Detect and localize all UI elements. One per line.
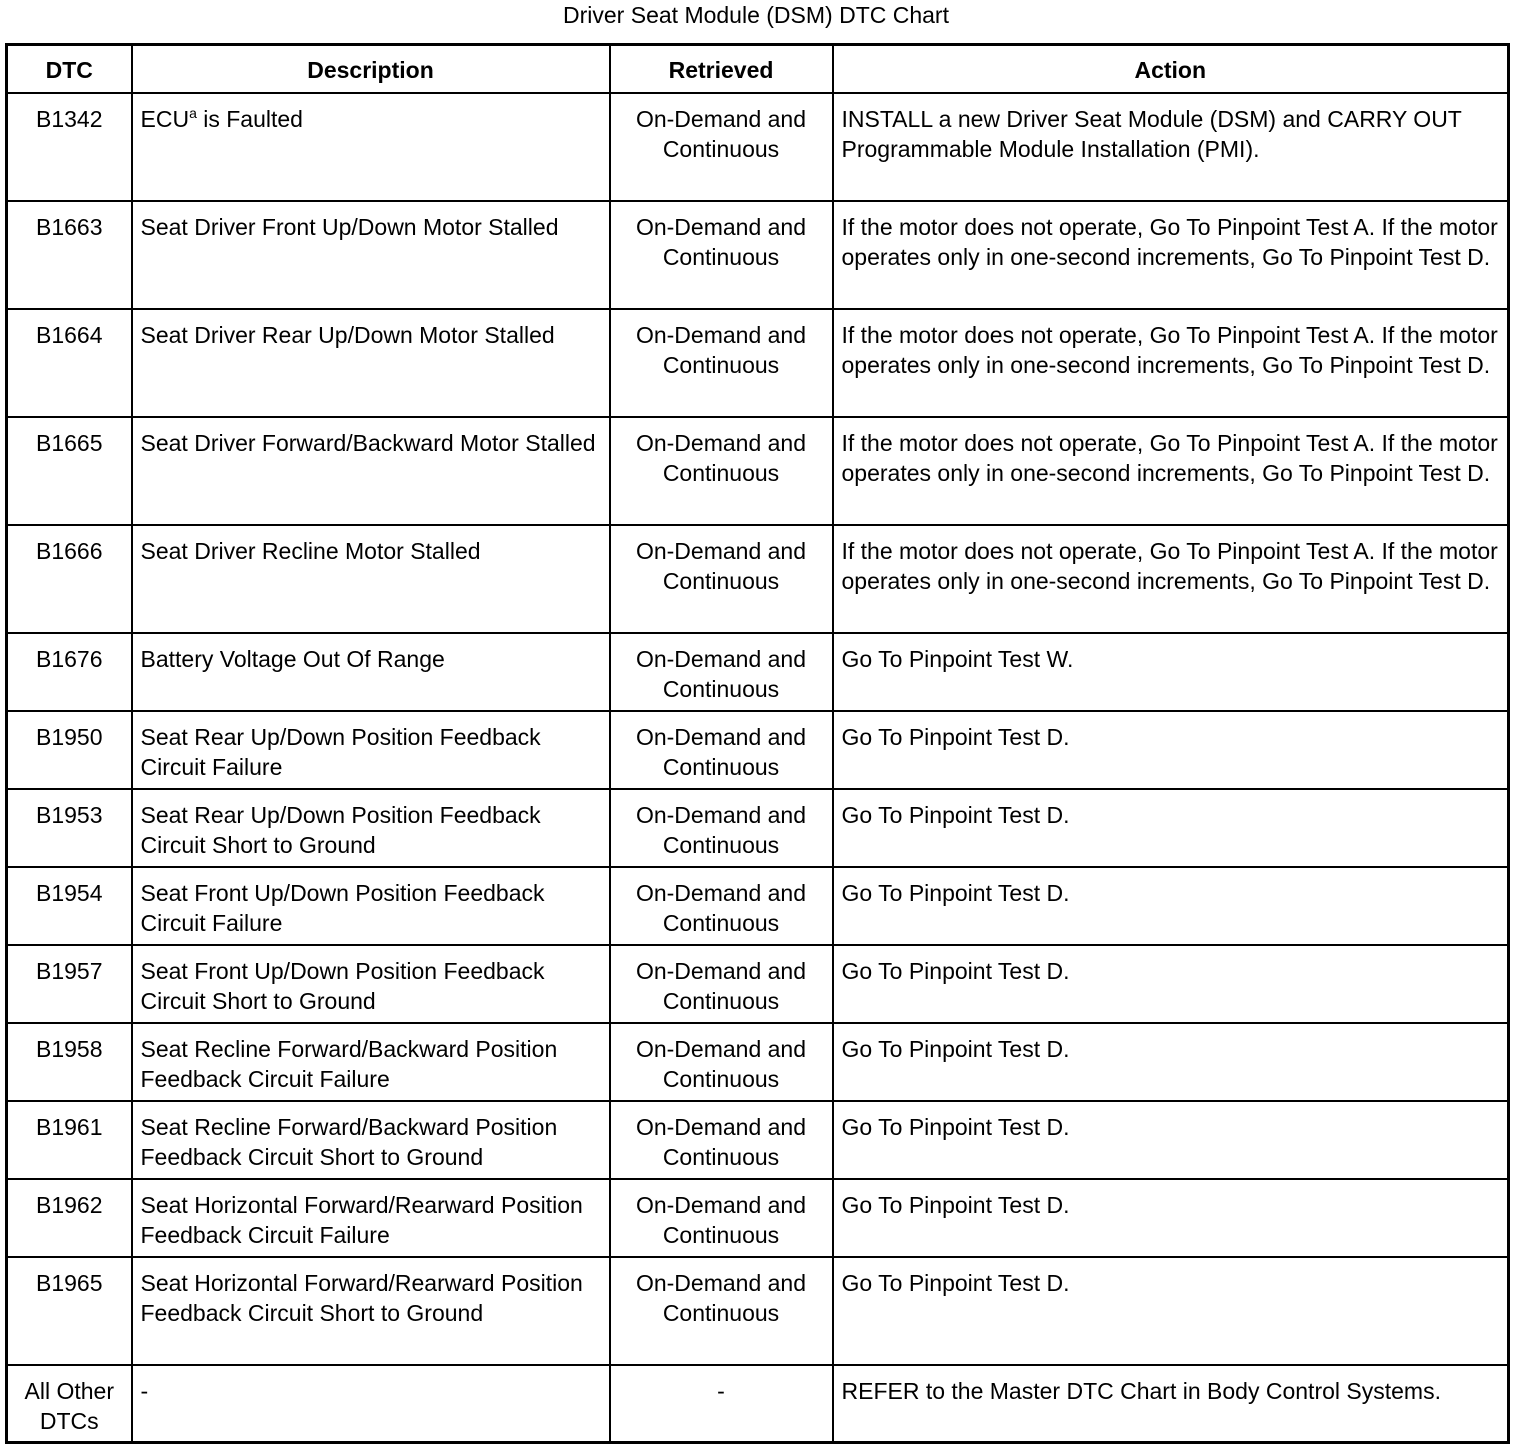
description-text-tail: is Faulted — [196, 105, 303, 132]
table-row — [7, 1257, 1509, 1365]
description-text: ECU — [140, 105, 190, 132]
dtc-action: Go To Pinpoint Test D. — [833, 711, 1509, 789]
dtc-code: B1958 — [7, 1023, 132, 1101]
dtc-description: Seat Front Up/Down Position Feedback Circuit Failure — [132, 867, 610, 945]
retrieved-mode: On-Demand and Continuous — [610, 1257, 833, 1365]
header-action: Action — [833, 45, 1509, 93]
retrieved-mode: On-Demand and Continuous — [610, 1023, 833, 1101]
dtc-description: Seat Rear Up/Down Position Feedback Circuit Short to Ground — [132, 789, 610, 867]
dtc-code: B1342 — [7, 93, 132, 201]
retrieved-mode: On-Demand and Continuous — [610, 945, 833, 1023]
table-row — [7, 525, 1509, 633]
footnote-marker: a — [189, 104, 197, 121]
table-row — [7, 1365, 1509, 1443]
dtc-action: Go To Pinpoint Test D. — [833, 945, 1509, 1023]
header-row — [7, 45, 1509, 93]
table-row — [7, 1101, 1509, 1179]
dtc-code: B1957 — [7, 945, 132, 1023]
dtc-description: Seat Front Up/Down Position Feedback Circuit Short to Ground — [132, 945, 610, 1023]
dtc-description: Seat Driver Forward/Backward Motor Stalled — [132, 417, 610, 525]
dtc-action: Go To Pinpoint Test D. — [833, 1023, 1509, 1101]
dtc-code: B1965 — [7, 1257, 132, 1365]
dtc-action: If the motor does not operate, Go To Pinpoint Test A. If the motor operates only in one-second increments, Go To Pinpoint Test D. — [833, 525, 1509, 633]
retrieved-mode: On-Demand and Continuous — [610, 867, 833, 945]
table-row — [7, 711, 1509, 789]
retrieved-mode: On-Demand and Continuous — [610, 789, 833, 867]
dtc-description: Seat Horizontal Forward/Rearward Position Feedback Circuit Failure — [132, 1179, 610, 1257]
dtc-action: Go To Pinpoint Test D. — [833, 1179, 1509, 1257]
table-row — [7, 309, 1509, 417]
chart-title: Driver Seat Module (DSM) DTC Chart — [563, 2, 949, 28]
dtc-code: B1962 — [7, 1179, 132, 1257]
dtc-description: Seat Horizontal Forward/Rearward Position Feedback Circuit Short to Ground — [132, 1257, 610, 1365]
dtc-action: Go To Pinpoint Test D. — [833, 1101, 1509, 1179]
header-retrieved: Retrieved — [610, 45, 833, 93]
dtc-description: Seat Driver Front Up/Down Motor Stalled — [132, 201, 610, 309]
table-row — [7, 93, 1509, 201]
dtc-code: B1953 — [7, 789, 132, 867]
table-row — [7, 201, 1509, 309]
table-row — [7, 789, 1509, 867]
dtc-description: Seat Driver Rear Up/Down Motor Stalled — [132, 309, 610, 417]
dtc-description: - — [132, 1365, 610, 1443]
header-dtc: DTC — [7, 45, 132, 93]
dtc-table — [5, 43, 1510, 1444]
dtc-action: If the motor does not operate, Go To Pinpoint Test A. If the motor operates only in one-second increments, Go To Pinpoint Test D. — [833, 417, 1509, 525]
dtc-description — [132, 93, 610, 201]
table-row — [7, 417, 1509, 525]
dtc-description: Battery Voltage Out Of Range — [132, 633, 610, 711]
dtc-description: Seat Recline Forward/Backward Position Feedback Circuit Failure — [132, 1023, 610, 1101]
dtc-description: Seat Rear Up/Down Position Feedback Circuit Failure — [132, 711, 610, 789]
dtc-action: Go To Pinpoint Test D. — [833, 1257, 1509, 1365]
dtc-code: B1664 — [7, 309, 132, 417]
dtc-description: Seat Driver Recline Motor Stalled — [132, 525, 610, 633]
retrieved-mode: On-Demand and Continuous — [610, 711, 833, 789]
dtc-action: Go To Pinpoint Test D. — [833, 867, 1509, 945]
dtc-action: Go To Pinpoint Test D. — [833, 789, 1509, 867]
retrieved-mode: On-Demand and Continuous — [610, 525, 833, 633]
dtc-code: B1950 — [7, 711, 132, 789]
table-row — [7, 1023, 1509, 1101]
dtc-description: Seat Recline Forward/Backward Position Feedback Circuit Short to Ground — [132, 1101, 610, 1179]
table-row — [7, 1179, 1509, 1257]
dtc-code: B1961 — [7, 1101, 132, 1179]
table-row — [7, 945, 1509, 1023]
dtc-code: B1666 — [7, 525, 132, 633]
table-row — [7, 633, 1509, 711]
header-description: Description — [132, 45, 610, 93]
dtc-code: All Other DTCs — [7, 1365, 132, 1443]
retrieved-mode: On-Demand and Continuous — [610, 417, 833, 525]
retrieved-mode: On-Demand and Continuous — [610, 93, 833, 201]
dtc-code: B1663 — [7, 201, 132, 309]
retrieved-mode: On-Demand and Continuous — [610, 1179, 833, 1257]
dtc-action: If the motor does not operate, Go To Pinpoint Test A. If the motor operates only in one-second increments, Go To Pinpoint Test D. — [833, 309, 1509, 417]
retrieved-mode: On-Demand and Continuous — [610, 1101, 833, 1179]
dtc-code: B1676 — [7, 633, 132, 711]
dtc-action: INSTALL a new Driver Seat Module (DSM) and CARRY OUT Programmable Module Installation (PMI). — [833, 93, 1509, 201]
retrieved-mode: On-Demand and Continuous — [610, 309, 833, 417]
dtc-code: B1954 — [7, 867, 132, 945]
retrieved-mode: On-Demand and Continuous — [610, 633, 833, 711]
dtc-code: B1665 — [7, 417, 132, 525]
retrieved-mode: - — [610, 1365, 833, 1443]
dtc-action: REFER to the Master DTC Chart in Body Control Systems. — [833, 1365, 1509, 1443]
retrieved-mode: On-Demand and Continuous — [610, 201, 833, 309]
table-row — [7, 867, 1509, 945]
dtc-action: If the motor does not operate, Go To Pinpoint Test A. If the motor operates only in one-second increments, Go To Pinpoint Test D. — [833, 201, 1509, 309]
dtc-action: Go To Pinpoint Test W. — [833, 633, 1509, 711]
